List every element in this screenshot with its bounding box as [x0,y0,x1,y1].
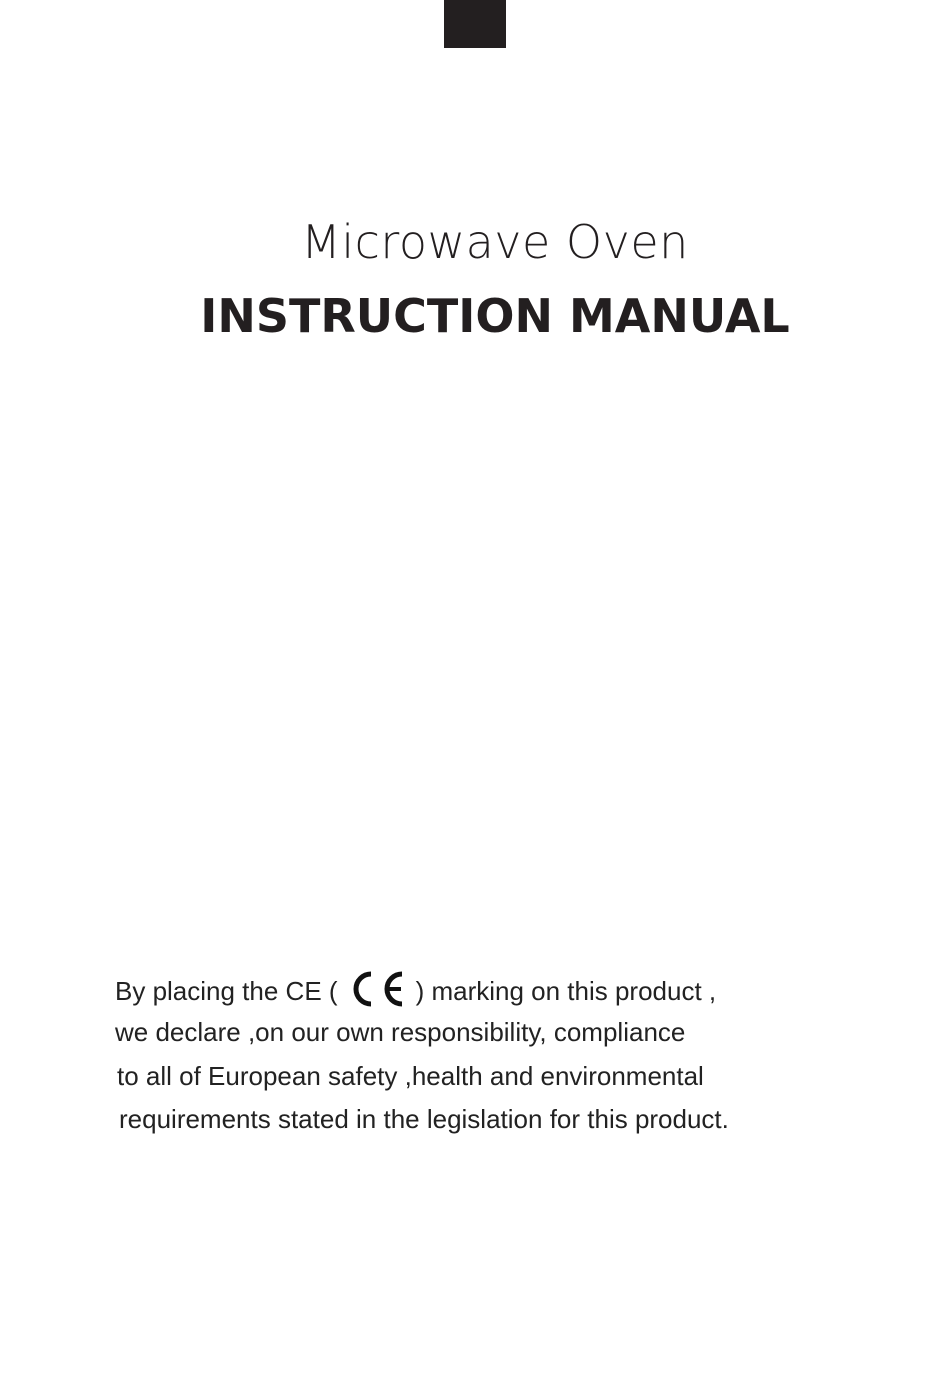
declaration-line-3: to all of European safety ,health and environmental [117,1061,704,1091]
declaration-line-1-end: ) marking on this product , [415,976,717,1006]
declaration-line-2: we declare ,on our own responsibility, compliance [115,1017,686,1047]
product-name: Microwave Oven [301,215,689,269]
document-title: INSTRUCTION MANUAL [200,289,790,343]
declaration-line-4: requirements stated in the legislation for this product. [119,1104,729,1134]
ce-mark-icon [344,969,410,1009]
declaration-line-1 [115,975,716,1009]
declaration-line-1-start: By placing the CE ( [115,976,338,1006]
